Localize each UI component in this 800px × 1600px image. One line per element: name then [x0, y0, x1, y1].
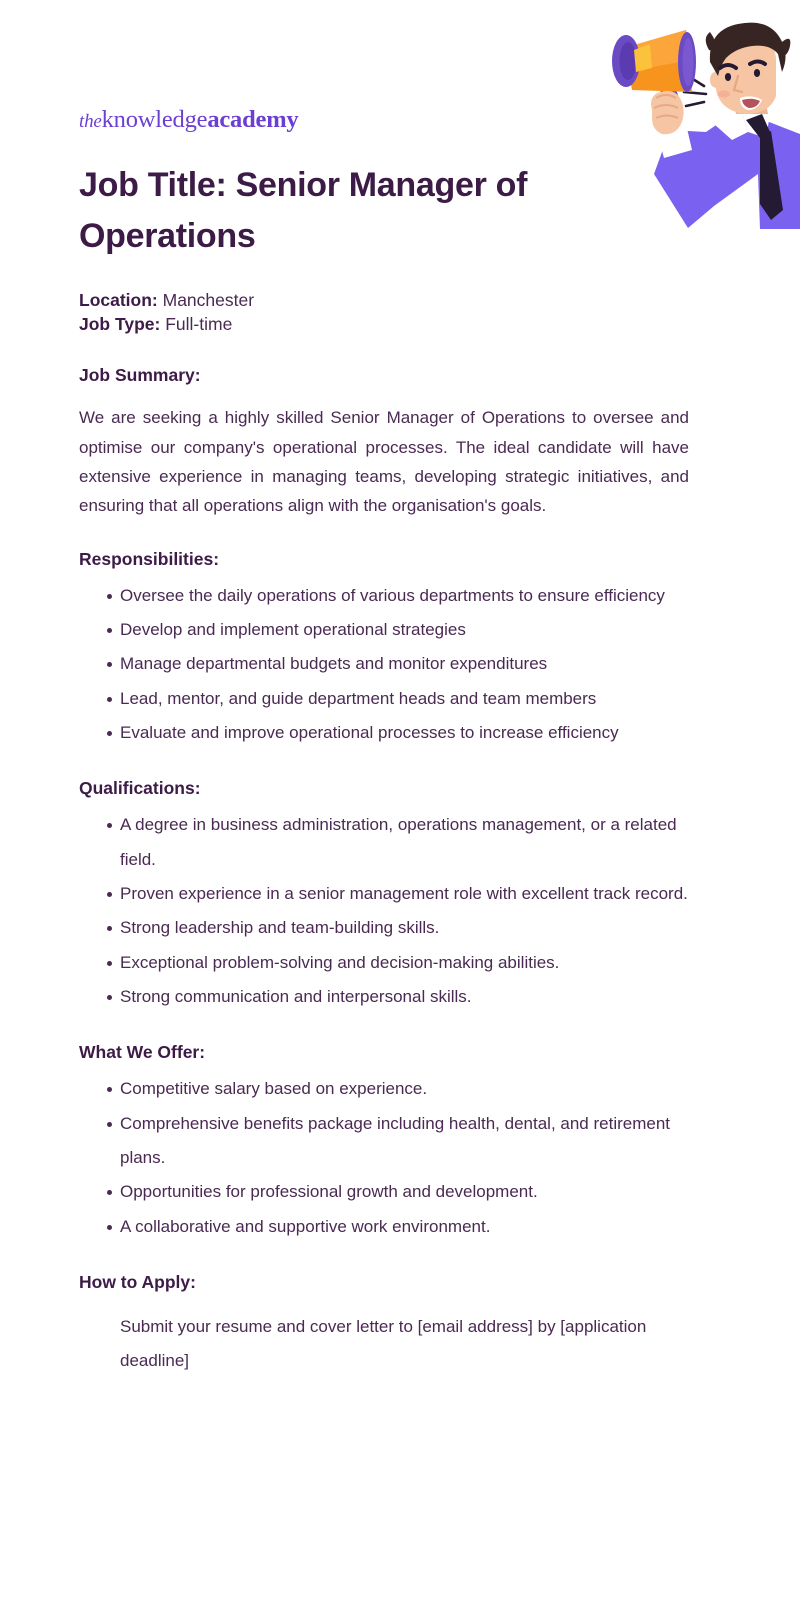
document-content	[79, 0, 691, 1396]
list-item: Exceptional problem-solving and decision-making abilities.	[79, 946, 691, 980]
job-type-line	[79, 312, 691, 337]
list-item: A collaborative and supportive work environment.	[79, 1210, 691, 1244]
location-line	[79, 288, 691, 313]
list-item: Proven experience in a senior management role with excellent track record.	[79, 877, 691, 911]
list-item: Manage departmental budgets and monitor expenditures	[79, 647, 691, 681]
page-title: Job Title: Senior Manager of Operations	[79, 165, 528, 255]
hair-shape	[706, 23, 791, 76]
job-type-label: Job Type:	[79, 314, 161, 335]
list-item: Evaluate and improve operational processes to increase efficiency	[79, 716, 691, 750]
what-we-offer-heading: What We Offer:	[79, 1042, 206, 1063]
list-item: Oversee the daily operations of various departments to ensure efficiency	[79, 579, 691, 613]
list-item: Competitive salary based on experience.	[79, 1072, 691, 1106]
tie-shape	[746, 114, 783, 220]
eyebrow-shapes	[720, 62, 765, 69]
eye-shapes	[725, 69, 760, 81]
qualifications-heading: Qualifications:	[79, 778, 201, 799]
responsibilities-list	[79, 579, 691, 751]
collar-shape	[714, 106, 770, 140]
location-value: Manchester	[162, 289, 255, 310]
mouth-shape	[740, 96, 762, 110]
how-to-apply-heading: How to Apply:	[79, 1272, 196, 1293]
how-to-apply-text: Submit your resume and cover letter to [email address] by [application deadline]	[120, 1317, 647, 1371]
job-summary-heading: Job Summary:	[79, 365, 201, 386]
job-meta	[79, 288, 691, 338]
the-knowledge-academy-logo	[79, 108, 691, 133]
face-shape	[710, 30, 776, 114]
list-item: Strong leadership and team-building skills.	[79, 911, 691, 945]
nose-shape	[734, 76, 742, 92]
neck-shape	[730, 80, 768, 114]
what-we-offer-list	[79, 1072, 691, 1244]
logo-knowledge-text: knowledge	[101, 106, 208, 133]
job-type-value: Full-time	[165, 314, 233, 335]
logo-academy-text: academy	[207, 106, 299, 133]
qualifications-list	[79, 808, 691, 1014]
list-item: Lead, mentor, and guide department heads and team members	[79, 682, 691, 716]
logo-the-text: the	[79, 111, 102, 132]
list-item: A degree in business administration, operations management, or a related field.	[79, 808, 691, 877]
location-label: Location:	[79, 289, 158, 310]
list-item: Comprehensive benefits package including health, dental, and retirement plans.	[79, 1107, 691, 1176]
job-summary-text: We are seeking a highly skilled Senior Manager of Operations to oversee and optimise our company's operational processes. The ideal candidate will have extensive experience in managing teams, developing strategic initiatives, and ensuring that all operations align with the organisation's goals.	[79, 408, 689, 516]
cheek-blush	[718, 90, 730, 97]
list-item: Strong communication and interpersonal skills.	[79, 980, 691, 1014]
responsibilities-heading: Responsibilities:	[79, 548, 220, 569]
list-item: Develop and implement operational strategies	[79, 613, 691, 647]
list-item: Opportunities for professional growth and development.	[79, 1175, 691, 1209]
